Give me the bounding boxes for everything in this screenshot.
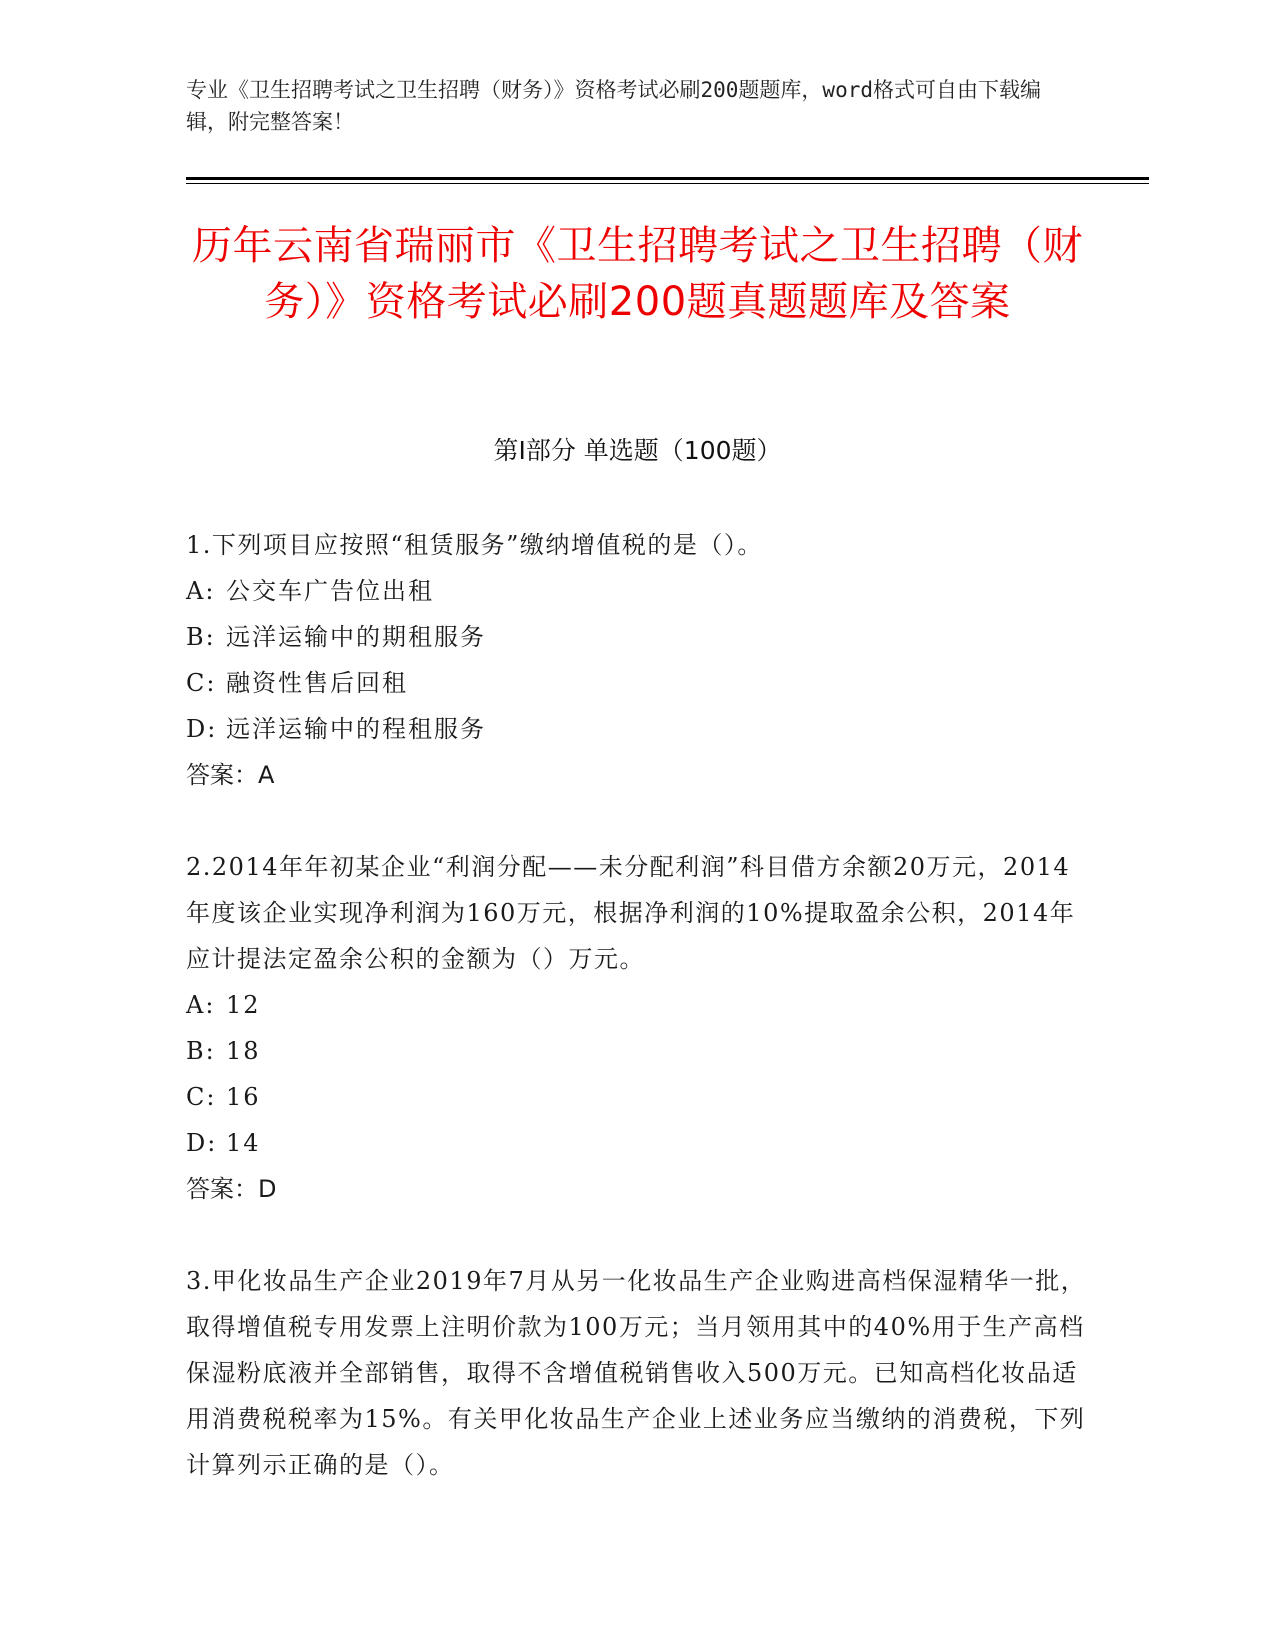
question-stem: 3.甲化妆品生产企业2019年7月从另一化妆品生产企业购进高档保湿精华一批，取得增值税专用发票上注明价款为100万元；当月领用其中的40%用于生产高档保湿粉底液并全部销售，取得不含增值税销售收入500万元。已知高档化妆品适用消费税税率为15%。有关甲化妆品生产企业上述业务应当缴纳的消费税，下列计算列示正确的是（）。 (186, 1267, 1087, 1479)
option-d (186, 706, 1091, 752)
question-stem: 1.下列项目应按照“租赁服务”缴纳增值税的是（）。 (186, 531, 763, 559)
document-title: 历年云南省瑞丽市《卫生招聘考试之卫生招聘（财务）》资格考试必刷200题真题题库及答案 (192, 223, 1083, 325)
option-text: 12 (226, 991, 261, 1019)
option-letter: A: (186, 577, 216, 605)
option-a (186, 982, 1091, 1028)
option-b (186, 1028, 1091, 1074)
option-letter: D: (186, 715, 218, 743)
question-list (186, 522, 1091, 1534)
option-letter: C: (186, 669, 217, 697)
option-text: 远洋运输中的期租服务 (226, 623, 486, 651)
option-letter: B: (186, 1037, 216, 1065)
option-d (186, 1120, 1091, 1166)
header-divider-thin (186, 183, 1149, 184)
option-letter: A: (186, 991, 216, 1019)
option-text: 18 (226, 1037, 261, 1065)
option-letter: C: (186, 1083, 217, 1111)
question-3 (186, 1258, 1091, 1488)
answer-line: 答案：A (186, 761, 275, 789)
option-a (186, 568, 1091, 614)
option-text: 远洋运输中的程租服务 (226, 715, 486, 743)
question-2 (186, 844, 1091, 1212)
option-b (186, 614, 1091, 660)
option-text: 16 (226, 1083, 261, 1111)
answer-line: 答案：D (186, 1175, 277, 1203)
option-text: 公交车广告位出租 (226, 577, 434, 605)
option-letter: D: (186, 1129, 218, 1157)
option-c (186, 1074, 1091, 1120)
section-heading: 第Ⅰ部分 单选题（100题） (493, 436, 782, 465)
option-c (186, 660, 1091, 706)
question-stem: 2.2014年年初某企业“利润分配——未分配利润”科目借方余额20万元，2014年度该企业实现净利润为160万元，根据净利润的10%提取盈余公积，2014年应计提法定盈余公积的金额为（）万元。 (186, 853, 1076, 973)
option-text: 14 (226, 1129, 261, 1157)
option-letter: B: (186, 623, 216, 651)
header-divider-thick (186, 177, 1149, 180)
question-1 (186, 522, 1091, 798)
header-note: 专业《卫生招聘考试之卫生招聘（财务）》资格考试必刷200题题库，word格式可自由下载编辑，附完整答案！ (186, 78, 1041, 134)
option-text: 融资性售后回租 (226, 669, 408, 697)
